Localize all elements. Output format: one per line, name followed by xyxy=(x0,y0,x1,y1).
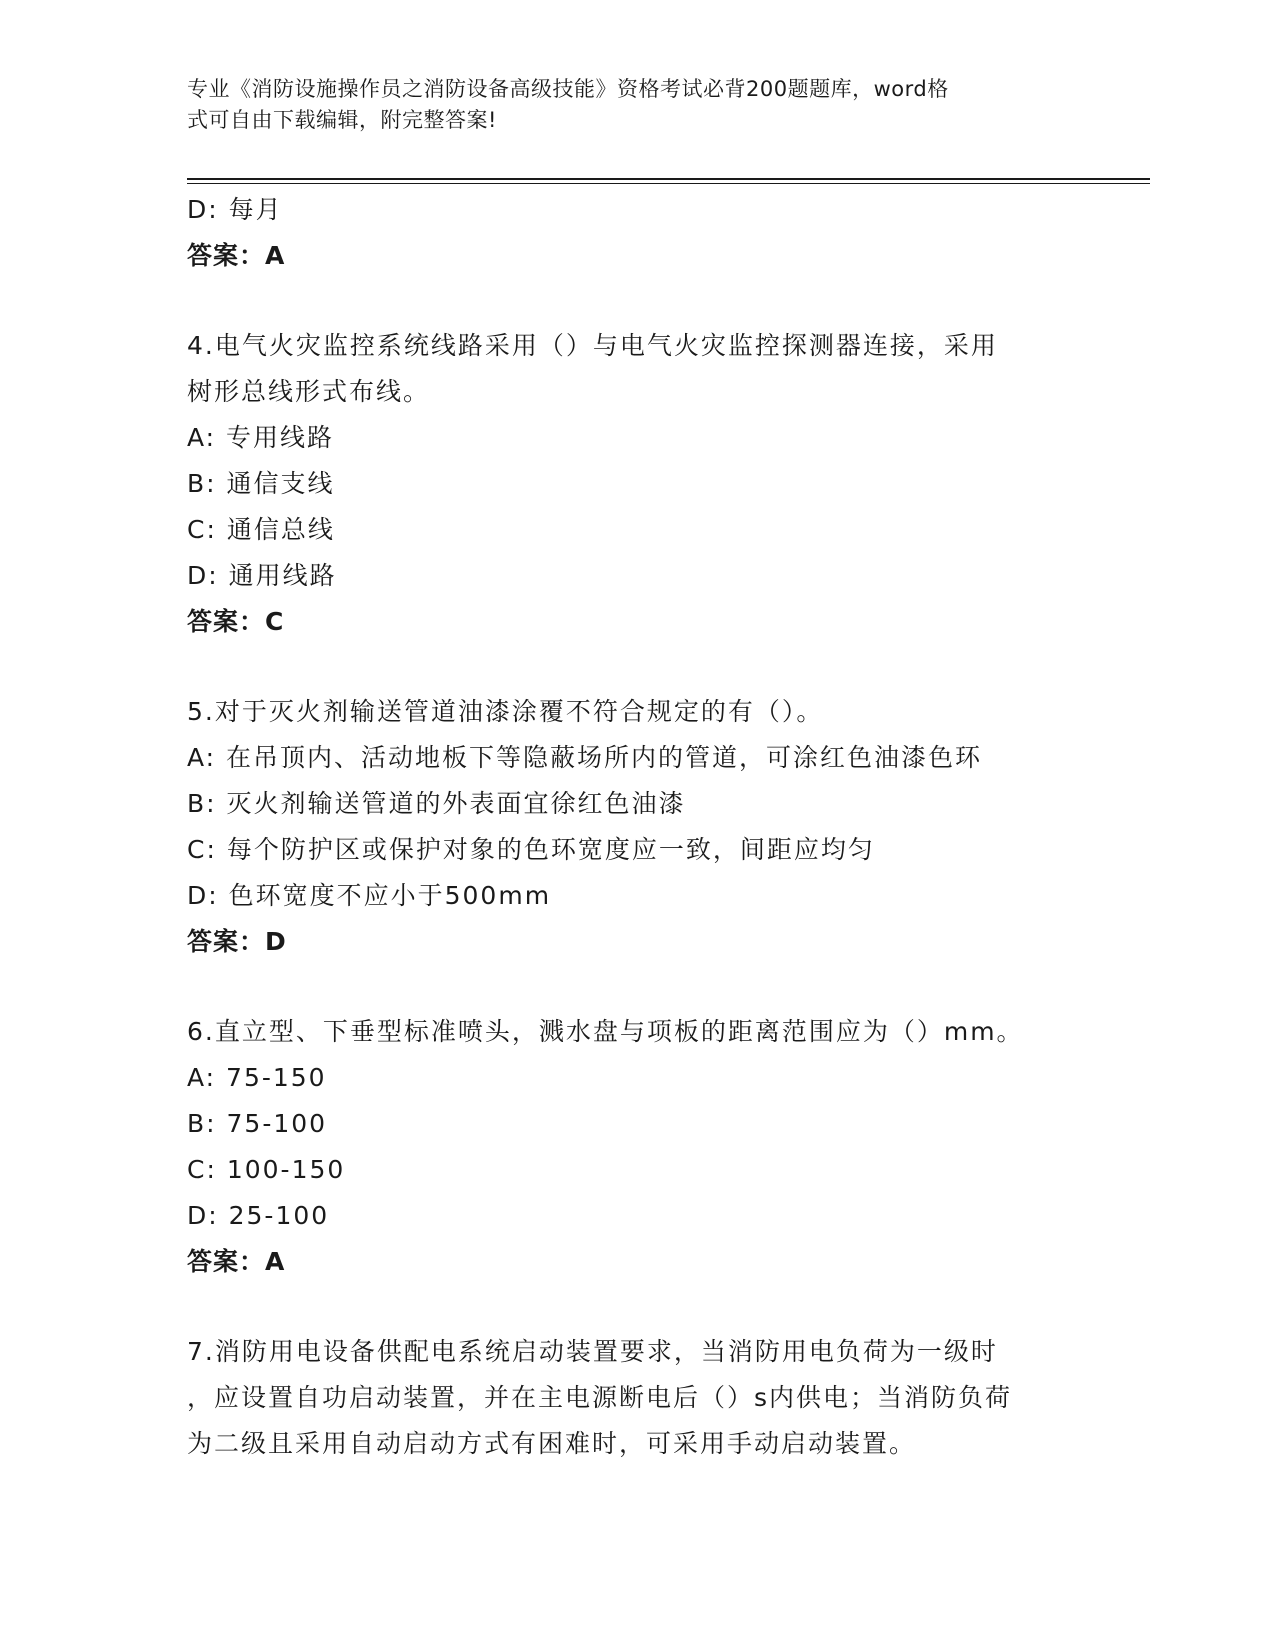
option-c: C: 100-150 xyxy=(187,1155,346,1184)
answer: 答案：A xyxy=(187,241,286,270)
stem-line: 5.对于灭火剂输送管道油漆涂覆不符合规定的有（）。 xyxy=(187,697,824,726)
option-b: B: 75-100 xyxy=(187,1109,328,1138)
option-a: A: 专用线路 xyxy=(187,423,335,452)
option-d: D: 每月 xyxy=(187,195,283,224)
option-c: C: 通信总线 xyxy=(187,515,335,544)
question-6 xyxy=(187,1009,1087,1285)
question-stem xyxy=(187,1009,1087,1055)
answer: 答案：C xyxy=(187,607,285,636)
option-d: D: 通用线路 xyxy=(187,561,337,590)
header-rule-thin xyxy=(187,183,1150,184)
question-stem xyxy=(187,689,1087,735)
stem-line: ，应设置自功启动装置，并在主电源断电后（）s内供电；当消防负荷 xyxy=(187,1383,1013,1412)
option-a: A: 在吊顶内、活动地板下等隐蔽场所内的管道，可涂红色油漆色环 xyxy=(187,743,983,772)
option-d: D: 色环宽度不应小于500mm xyxy=(187,881,552,910)
question-list xyxy=(187,187,1087,1467)
document-header xyxy=(187,74,1087,136)
stem-line: 7.消防用电设备供配电系统启动装置要求，当消防用电负荷为一级时 xyxy=(187,1337,998,1366)
option-d: D: 25-100 xyxy=(187,1201,330,1230)
option-c: C: 每个防护区或保护对象的色环宽度应一致，间距应均匀 xyxy=(187,835,875,864)
answer: 答案：A xyxy=(187,1247,286,1276)
question-7 xyxy=(187,1329,1087,1467)
option-a: A: 75-150 xyxy=(187,1063,327,1092)
stem-line: 为二级且采用自动启动方式有困难时，可采用手动启动装置。 xyxy=(187,1429,917,1458)
header-line-1: 专业《消防设施操作员之消防设备高级技能》资格考试必背200题题库，word格 xyxy=(187,77,949,101)
question-stem xyxy=(187,323,1087,415)
question-5 xyxy=(187,689,1087,965)
stem-line: 6.直立型、下垂型标准喷头，溅水盘与项板的距离范围应为（）mm。 xyxy=(187,1017,1024,1046)
option-b: B: 通信支线 xyxy=(187,469,335,498)
answer: 答案：D xyxy=(187,927,287,956)
stem-line: 树形总线形式布线。 xyxy=(187,377,431,406)
question-stem xyxy=(187,1329,1087,1467)
option-b: B: 灭火剂输送管道的外表面宜徐红色油漆 xyxy=(187,789,686,818)
stem-line: 4.电气火灾监控系统线路采用（）与电气火灾监控探测器连接，采用 xyxy=(187,331,998,360)
header-line-2: 式可自由下载编辑，附完整答案! xyxy=(187,108,497,132)
question-4 xyxy=(187,323,1087,645)
previous-question-tail xyxy=(187,187,1087,279)
header-rule-thick xyxy=(187,178,1150,180)
